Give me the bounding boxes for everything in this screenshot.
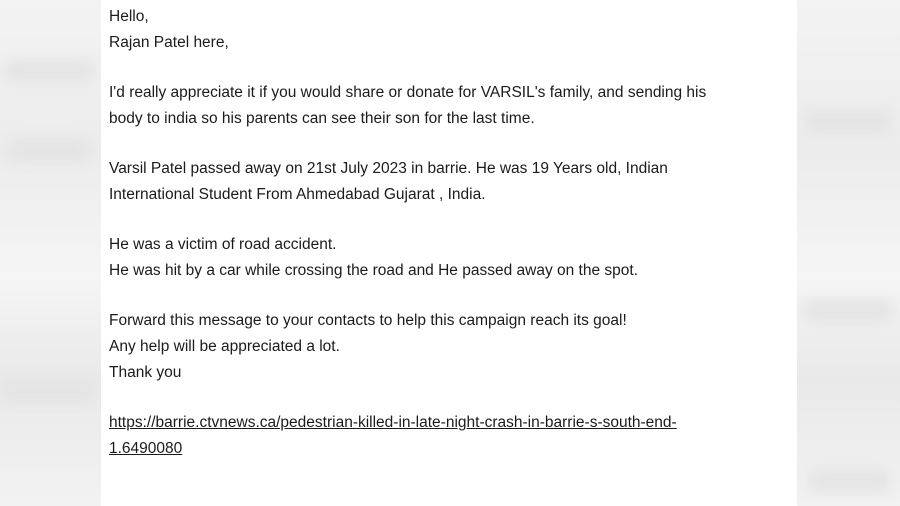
details-line-1: Varsil Patel passed away on 21st July 2023 in barrie. He was 19 Years old, Indian — [109, 160, 668, 177]
news-link[interactable] — [109, 410, 797, 462]
news-link-line-2[interactable]: 1.6490080 — [109, 440, 183, 457]
left-blurred-background — [0, 0, 101, 506]
help-line: Any help will be appreciated a lot. — [109, 338, 340, 355]
appeal-paragraph — [109, 80, 797, 132]
details-line-2: International Student From Ahmedabad Gujarat , India. — [109, 186, 486, 203]
appeal-line-2: body to india so his parents can see their son for the last time. — [109, 110, 535, 127]
message-body — [101, 0, 797, 506]
accident-line-2: He was hit by a car while crossing the road and He passed away on the spot. — [109, 262, 639, 279]
news-link-line-1[interactable]: https://barrie.ctvnews.ca/pedestrian-killed-in-late-night-crash-in-barrie-s-south-end- — [109, 414, 677, 431]
sender-text: Rajan Patel here, — [109, 34, 229, 51]
forward-line: Forward this message to your contacts to help this campaign reach its goal! — [109, 312, 627, 329]
right-blurred-background — [797, 0, 900, 506]
thanks-line: Thank you — [109, 364, 182, 381]
closing-paragraph — [109, 308, 797, 386]
details-paragraph — [109, 156, 797, 208]
greeting-block — [109, 4, 797, 56]
greeting-text: Hello, — [109, 8, 149, 25]
accident-line-1: He was a victim of road accident. — [109, 236, 337, 253]
accident-paragraph — [109, 232, 797, 284]
appeal-line-1: I'd really appreciate it if you would share or donate for VARSIL's family, and sending his — [109, 84, 707, 101]
